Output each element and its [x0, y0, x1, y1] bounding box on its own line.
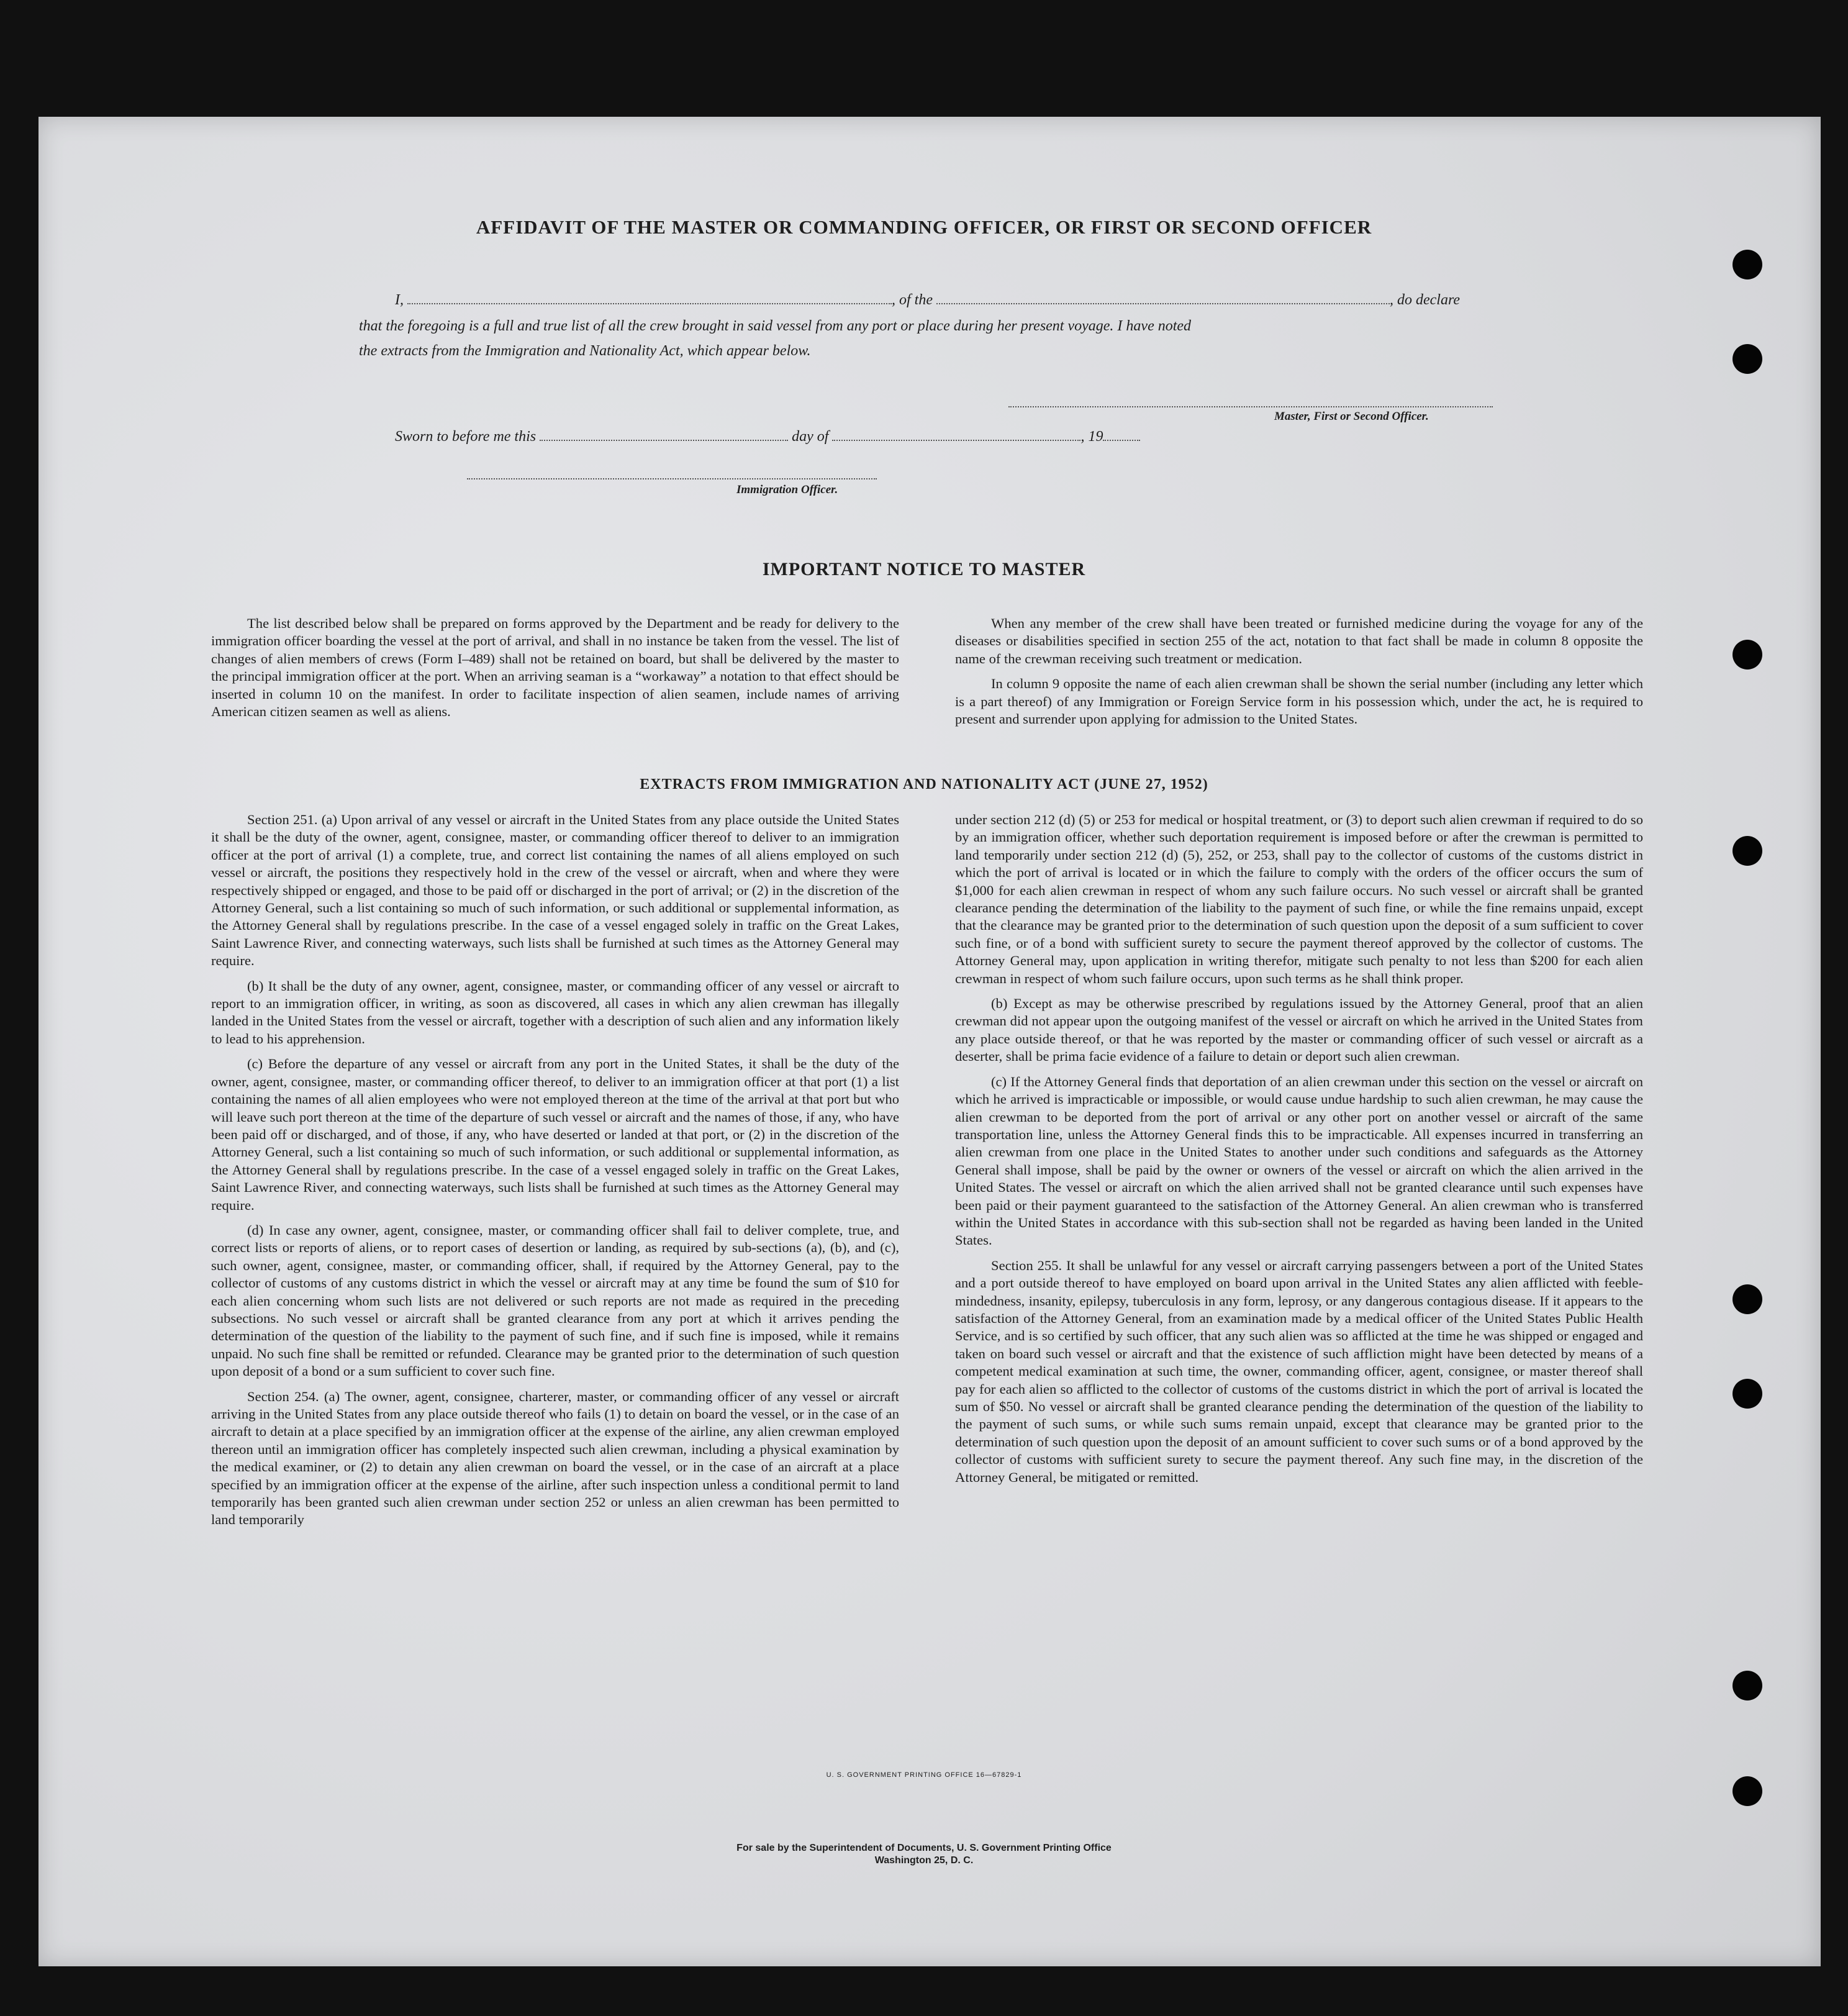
affidavit-line-3: the extracts from the Immigration and Nationality Act, which appear below.: [359, 343, 811, 359]
gpo-imprint: U. S. GOVERNMENT PRINTING OFFICE 16—67829-1: [826, 1771, 1022, 1779]
master-signature-caption: Master, First or Second Officer.: [1274, 410, 1429, 423]
sale-notice-line-1: For sale by the Superintendent of Documents, U. S. Government Printing Office: [736, 1843, 1112, 1853]
affidavit-declaration-line: [395, 292, 1460, 309]
section-254-a-continued: under section 212 (d) (5) or 253 for medical or hospital treatment, or (3) to deport such alien crewman if required to do so by an immigration officer, whether such deportation requirement is imposed before or after the crewman is permitted to land temporarily under section 212 (d) (5), 252, or 253, shall pay to the collector of customs of the customs district in which the port of arrival is located or in which the failure to comply with the orders of the officer occurs the sum of $1,000 for each alien crewman in respect of whom any such failure occurs. No such vessel or aircraft shall be granted clearance pending the determination of the liability to the payment of such fine, or while the fine remains unpaid, except that the clearance may be granted prior to the determination of such question upon the deposit of a sum sufficient to cover such fine, or of a bond with sufficient surety to secure the payment thereof approved by the collector of customs. The Attorney General may, upon application in writing therefor, mitigate such penalty to not less than $200 for each alien crewman in respect of whom such failure occurs, upon such terms as he shall think proper.: [955, 812, 1643, 986]
master-signature-line[interactable]: [1008, 406, 1493, 407]
notice-title: IMPORTANT NOTICE TO MASTER: [762, 559, 1086, 579]
notice-right-paragraph-1: When any member of the crew shall have been treated or furnished medicine during the voyage for any of the diseases or disabilities specified in section 255 of the act, notation to that fact shall be made in column 8 opposite the name of the crewman receiving such treatment or medication.: [955, 615, 1643, 666]
punch-hole: [1732, 640, 1762, 670]
of-the-label: , of the: [892, 292, 933, 308]
sworn-line: [395, 429, 1140, 445]
year-label: , 19: [1080, 429, 1103, 445]
affidavit-i-label: I,: [395, 292, 404, 308]
punch-hole: [1732, 1284, 1762, 1314]
sworn-day-field[interactable]: [540, 439, 788, 441]
notice-right-column: [955, 615, 1643, 728]
section-251-a: Section 251. (a) Upon arrival of any vessel or aircraft in the United States from any place outside the United States it shall be the duty of the owner, agent, consignee, master, or commanding officer thereof to deliver to an immigration officer at the port of arrival (1) a complete, true, and correct list containing the names of all aliens employed on such vessel or aircraft, the positions they respectively hold in the crew of the vessel or aircraft, when and where they were respectively shipped or engaged, and those to be paid off or discharged in the port of arrival; or (2) in the discretion of the Attorney General, such a list containing so much of such information, or such additional or supplemental information, as the Attorney General shall by regulations prescribe. In the case of a vessel engaged solely in traffic on the Great Lakes, Saint Lawrence River, and connecting waterways, such lists shall be furnished at such times as the Attorney General may require.: [211, 812, 899, 969]
day-of-label: day of: [792, 429, 829, 445]
section-251-c: (c) Before the departure of any vessel or aircraft from any port in the United States, it shall be the duty of the owner, agent, consignee, master, or commanding officer thereof, to deliver to an immigration officer at that port (1) a list containing the names of all alien employees who were not employed thereon at the time of the arrival at that port but who will leave such port thereon at the time of the departure of such vessel or aircraft and the names of those, if any, who have been paid off or discharged, and of those, if any, who have deserted or landed at that port, or (2) in the discretion of the Attorney General, such a list containing so much of such information, or such additional or supplemental information, as the Attorney General shall by regulations prescribe. In the case of a vessel engaged solely in traffic on the Great Lakes, Saint Lawrence River, and connecting waterways, such lists shall be furnished at such times as the Attorney General may require.: [211, 1056, 899, 1213]
sworn-year-field[interactable]: [1103, 439, 1140, 441]
extracts-title: EXTRACTS FROM IMMIGRATION AND NATIONALITY ACT (JUNE 27, 1952): [640, 776, 1208, 792]
immigration-officer-caption: Immigration Officer.: [736, 483, 838, 496]
section-254-b: (b) Except as may be otherwise prescribed by regulations issued by the Attorney General, proof that an alien crewman did not appear upon the outgoing manifest of the vessel or aircraft on which he arrived in the United States from any place outside thereof, or that he was reported by the master or commanding officer of such vessel or aircraft as a deserter, shall be prima facie evidence of a failure to detain or deport such alien crewman.: [955, 996, 1643, 1065]
punch-hole: [1732, 836, 1762, 866]
extracts-left-column: [211, 811, 899, 1529]
section-251-d: (d) In case any owner, agent, consignee, master, or commanding officer shall fail to deliver complete, true, and correct lists or reports of aliens, or to report cases of desertion or landing, as required by sub-sections (a), (b), and (c), such owner, agent, consignee, master, or commanding officer, shall, if required by the Attorney General, pay to the collector of customs of any customs district in which the vessel or aircraft may at any time be found the sum of $10 for each alien concerning whom such lists are not delivered or such reports are not made as required in the preceding subsections. No such vessel or aircraft shall be granted clearance from any port at which it arrives pending the determination of the question of the liability to the payment of such fine, and if such fine is imposed, while it remains unpaid. No such fine shall be remitted or refunded. Clearance may be granted prior to the determination of such question upon deposit of a bond or a sum sufficient to cover such fine.: [211, 1222, 899, 1379]
immigration-officer-signature-line[interactable]: [467, 478, 877, 479]
affidavit-title: AFFIDAVIT OF THE MASTER OR COMMANDING OFFICER, OR FIRST OR SECOND OFFICER: [476, 216, 1372, 238]
notice-right-paragraph-2: In column 9 opposite the name of each alien crewman shall be shown the serial number (including any letter which is a part thereof) of any Immigration or Foreign Service form in his possession which, under the act, he is required to present and surrender upon applying for admission to the United States.: [955, 676, 1643, 727]
punch-hole: [1732, 1776, 1762, 1806]
do-declare-label: , do declare: [1390, 292, 1461, 308]
sworn-label: Sworn to before me this: [395, 429, 537, 445]
section-254-c: (c) If the Attorney General finds that deportation of an alien crewman under this section on the vessel or aircraft on which he arrived is impracticable or impossible, or would cause undue hardship to such alien crewman, he may cause the alien crewman to be deported from the port of arrival or any other port on another vessel or aircraft of the same transportation line, unless the Attorney General finds this to be impracticable. All expenses incurred in transferring an alien crewman from one place in the United States to another under such conditions and safeguards as the Attorney General shall impose, shall be paid by the owner or owners of the vessel or aircraft on which the alien arrived in the United States. The vessel or aircraft on which the alien arrived shall not be granted clearance until such expenses have been paid or their payment guaranteed to the satisfaction of the Attorney General. An alien crewman who is transferred within the United States in accordance with this sub-section shall not be regarded as having been landed in the United States.: [955, 1073, 1643, 1248]
notice-left-paragraph: The list described below shall be prepared on forms approved by the Department and be ready for delivery to the immigration officer boarding the vessel at the port of arrival, and shall in no instance be taken from the vessel. The list of changes of alien members of crews (Form I–489) shall not be retained on board, but shall be delivered by the master to the principal immigration officer at the port. When an arriving seaman is a “workaway” a notation to that effect should be inserted in column 10 on the manifest. In order to facilitate inspection of alien seamen, include names of arriving American citizen seamen as well as aliens.: [211, 615, 899, 720]
sale-notice-line-2: Washington 25, D. C.: [874, 1855, 974, 1866]
section-251-b: (b) It shall be the duty of any owner, agent, consignee, master, or commanding officer of any vessel or aircraft to report to an immigration officer, in writing, as soon as discovered, all cases in which any alien crewman has illegally landed in the United States from the vessel or aircraft, together with a description of such alien and any information likely to lead to his apprehension.: [211, 978, 899, 1047]
notice-left-column: [211, 615, 899, 720]
vessel-name-field[interactable]: [936, 302, 1390, 304]
master-name-field[interactable]: [407, 302, 892, 304]
affidavit-line-2: that the foregoing is a full and true list of all the crew brought in said vessel from any port or place during her present voyage. I have noted: [359, 318, 1192, 334]
section-255: Section 255. It shall be unlawful for any vessel or aircraft carrying passengers between a port of the United States and a port outside thereof to have employed on board upon arrival in the United States any alien afflicted with feeble-mindedness, insanity, epilepsy, tuberculosis in any form, leprosy, or any dangerous contagious disease. If it appears to the satisfaction of the Attorney General, from an examination made by a medical officer of the United States Public Health Service, and is so certified by such officer, that any such alien was so afflicted at the time he was shipped or engaged and taken on board such vessel or aircraft and that the existence of such affliction might have been detected by means of a competent medical examination at such time, the owner, commanding officer, agent, consignee, or master thereof shall pay for each alien so afflicted to the collector of customs of the customs district in which the port of arrival is located the sum of $50. No vessel or aircraft shall be granted clearance pending the determination of the question of the liability to the payment of such sums, or while such sums remain unpaid, except that clearance may be granted prior to the determination of such question upon the deposit of an amount sufficient to cover such sums or of a bond approved by the collector of customs with sufficient surety to secure the payment thereof. Any such fine may, in the discretion of the Attorney General, be mitigated or remitted.: [955, 1257, 1643, 1485]
punch-hole: [1732, 1379, 1762, 1409]
punch-hole: [1732, 1671, 1762, 1700]
punch-hole: [1732, 344, 1762, 374]
punch-hole: [1732, 250, 1762, 279]
sworn-month-field[interactable]: [832, 439, 1080, 441]
section-254-a: Section 254. (a) The owner, agent, consignee, charterer, master, or commanding officer of any vessel or aircraft arriving in the United States from any place outside thereof who fails (1) to detain on board the vessel, or in the case of an aircraft to detain at a place specified by an immigration officer at the expense of the airline, any alien crewman employed thereon until an immigration officer has completely inspected such alien crewman, including a physical examination by the medical examiner, or (2) to detain any alien crewman on board the vessel, or in the case of an aircraft at a place specified by an immigration officer at the expense of the airline, after such inspection unless a conditional permit to land temporarily has been granted such alien crewman under section 252 or unless an alien crewman has been permitted to land temporarily: [211, 1388, 899, 1528]
extracts-right-column: [955, 811, 1643, 1486]
